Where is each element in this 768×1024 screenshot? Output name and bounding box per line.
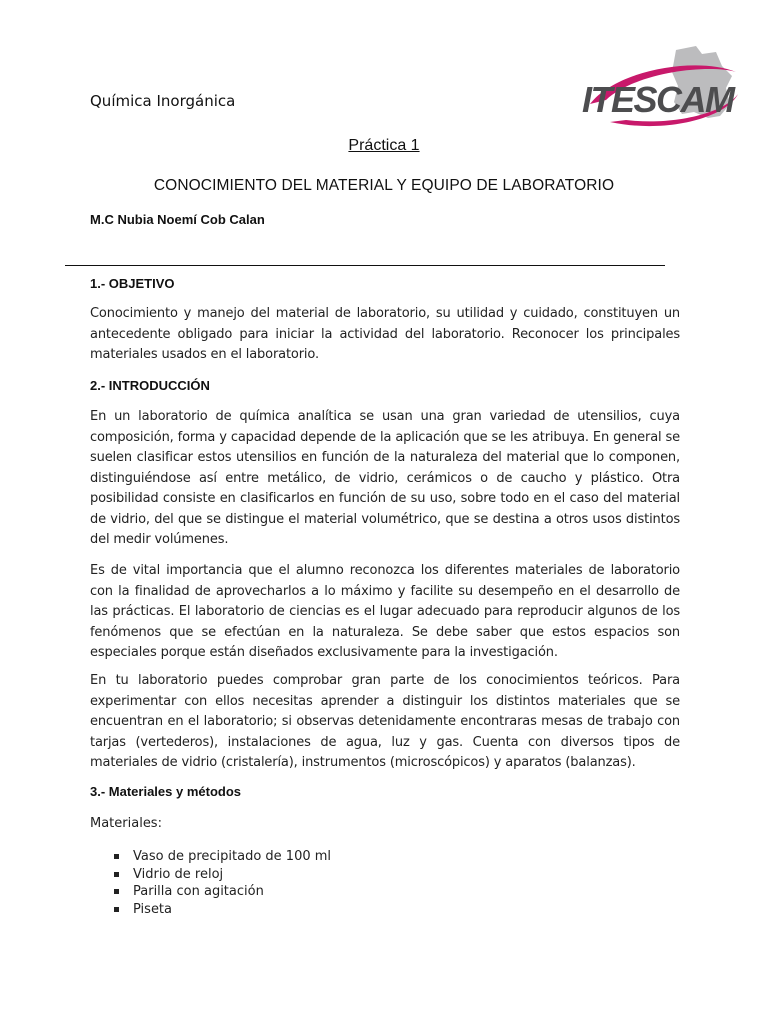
course-name: Química Inorgánica (90, 92, 236, 110)
list-item: Parilla con agitación (112, 883, 331, 901)
list-item: Vidrio de reloj (112, 866, 331, 884)
introduction-paragraph-1: En un laboratorio de química analítica se usan una gran variedad de utensilios, cuya composición, forma y capacidad depende de la aplicación que se les atribuya. En general se suelen clasificar estos utensilios en función de la naturaleza del material que lo componen, distinguiéndose así entre metálico, de vidrio, cerámicos o de caucho y plástico. Otra posibilidad consiste en clasificarlos en función de su uso, sobre todo en el caso del material de vidrio, del que se distingue el material volumétrico, que se destina a otros usos distintos del medir volúmenes. (90, 409, 680, 547)
header-divider (65, 265, 665, 266)
methods-heading: 3.- Materiales y métodos (90, 784, 241, 799)
list-item: Vaso de precipitado de 100 ml (112, 848, 331, 866)
materials-label: Materiales: (90, 816, 162, 831)
materials-list (112, 848, 331, 918)
itescam-logo (576, 42, 746, 138)
logo-text: ITESCAM (582, 79, 734, 120)
document-title: CONOCIMIENTO DEL MATERIAL Y EQUIPO DE LABORATORIO (153, 177, 615, 194)
author-name: M.C Nubia Noemí Cob Calan (90, 212, 265, 227)
objective-paragraph: Conocimiento y manejo del material de laboratorio, su utilidad y cuidado, constituyen un antecedente obligado para iniciar la actividad del laboratorio. Reconocer los principales materiales usados en el laboratorio. (90, 306, 680, 362)
practice-title: Práctica 1 (348, 137, 420, 154)
list-item: Piseta (112, 901, 331, 919)
introduction-heading: 2.- INTRODUCCIÓN (90, 378, 210, 393)
introduction-paragraph-2: Es de vital importancia que el alumno reconozca los diferentes materiales de laboratorio con la finalidad de aprovecharlos a lo máximo y facilite su desempeño en el desarrollo de las prácticas. El laboratorio de ciencias es el lugar adecuado para reproducir algunos de los fenómenos que se efectúan en la naturaleza. Se debe saber que estos espacios son especiales porque están diseñados exclusivamente para la investigación. (90, 563, 680, 660)
introduction-paragraph-3: En tu laboratorio puedes comprobar gran parte de los conocimientos teóricos. Para experimentar con ellos necesitas aprender a distinguir los distintos materiales que se encuentran en el laboratorio; si observas detenidamente encontraras mesas de trabajo con tarjas (vertederos), instalaciones de agua, luz y gas. Cuenta con diversos tipos de materiales de vidrio (cristalería), instrumentos (microscópicos) y aparatos (balanzas). (90, 673, 680, 770)
objective-heading: 1.- OBJETIVO (90, 276, 175, 291)
